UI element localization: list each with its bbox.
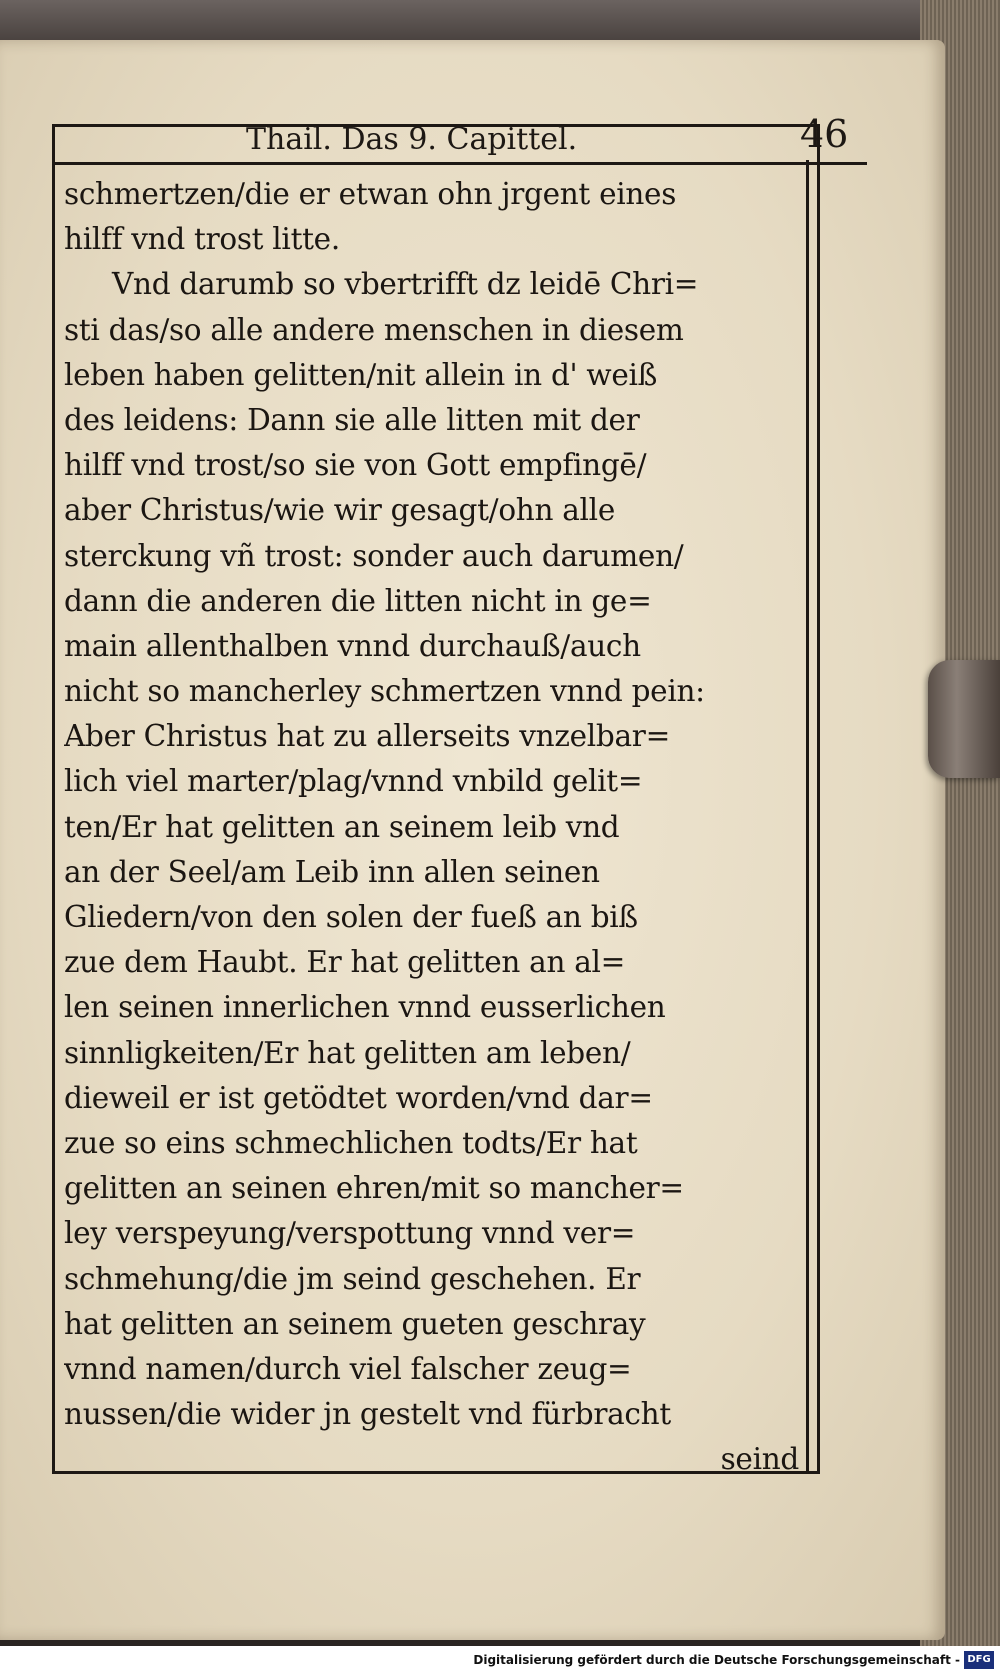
text-line: zue dem Haubt. Er hat gelitten an al=	[64, 945, 626, 980]
text-line: sinnligkeiten/Er hat gelitten am leben/	[64, 1035, 631, 1070]
text-line: dieweil er ist getödtet worden/vnd dar=	[64, 1080, 653, 1115]
text-line: len seinen innerlichen vnnd eusserlichen	[64, 990, 666, 1025]
footer-credit-text: Digitalisierung gefördert durch die Deutsche Forschungsgemeinschaft	[473, 1653, 951, 1667]
text-line: hilff vnd trost litte.	[64, 222, 340, 257]
running-title: Thail. Das 9. Capittel.	[246, 122, 578, 157]
text-line: lich viel marter/plag/vnnd vnbild gelit=	[64, 764, 643, 799]
text-line: ten/Er hat gelitten an seinem leib vnd	[64, 809, 620, 844]
text-line: Aber Christus hat zu allerseits vnzelbar=	[64, 719, 670, 754]
text-line: main allenthalben vnnd durchauß/auch	[64, 628, 641, 663]
body-text	[64, 172, 809, 1482]
text-line: gelitten an seinen ehren/mit so mancher=	[64, 1171, 684, 1206]
text-line: sti das/so alle andere menschen in diesem	[64, 312, 684, 347]
text-line: ley verspeyung/verspottung vnnd ver=	[64, 1216, 636, 1251]
text-line: schmehung/die jm seind geschehen. Er	[64, 1261, 641, 1296]
text-line: vnnd namen/durch viel falscher zeug=	[64, 1351, 632, 1386]
footer-credit: Digitalisierung gefördert durch die Deutsche Forschungsgemeinschaft -	[473, 1653, 960, 1667]
text-line: Gliedern/von den solen der fueß an biß	[64, 900, 638, 934]
text-line: sterckung vñ trost: sonder auch darumen/	[64, 538, 684, 573]
text-line: schmertzen/die er etwan ohn jrgent eines	[64, 177, 677, 211]
catchword: seind	[720, 1442, 799, 1477]
dfg-logo: DFG	[964, 1651, 994, 1669]
text-line: aber Christus/wie wir gesagt/ohn alle	[64, 493, 615, 528]
text-line: des leidens: Dann sie alle litten mit der	[64, 402, 640, 437]
text-line: an der Seel/am Leib inn allen seinen	[64, 854, 600, 889]
text-line: zue so eins schmechlichen todts/Er hat	[64, 1125, 638, 1160]
text-line: Vnd darumb so vbertrifft dz leidē Chri=	[112, 267, 699, 302]
text-line: hat gelitten an seinem gueten geschray	[64, 1306, 646, 1341]
text-line: nussen/die wider jn gestelt vnd fürbracht	[64, 1397, 671, 1432]
header-rule	[52, 162, 867, 165]
text-line: leben haben gelitten/nit allein in d' weiß	[64, 357, 658, 392]
text-line: nicht so mancherley schmertzen vnnd pein:	[64, 674, 705, 709]
book-clasp	[928, 660, 1000, 778]
page-number: 46	[800, 112, 849, 156]
text-line: dann die anderen die litten nicht in ge=	[64, 583, 652, 618]
text-line: hilff vnd trost/so sie von Gott empfingē/	[64, 448, 647, 483]
